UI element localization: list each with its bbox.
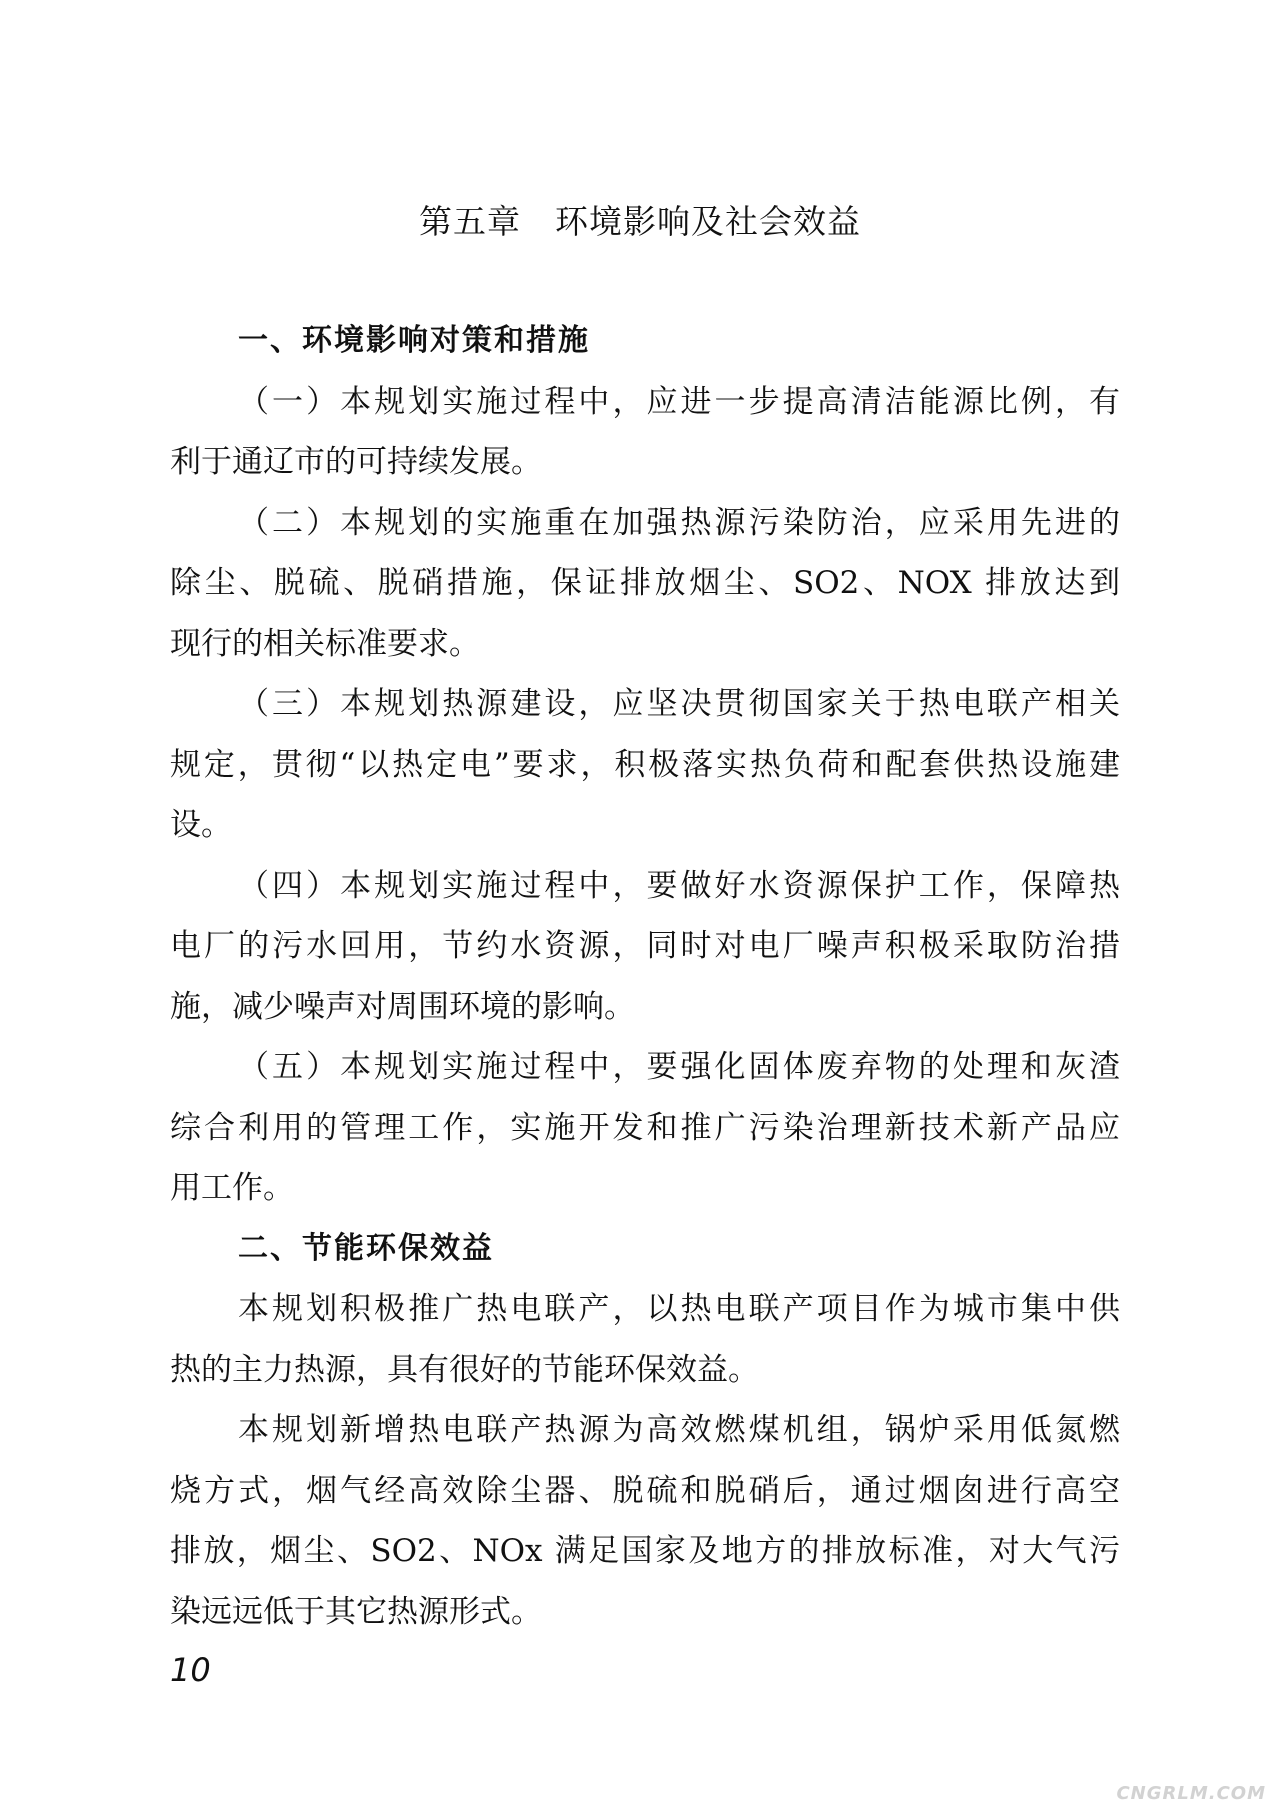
page-number: 10: [170, 1651, 211, 1689]
chapter-title: 第五章 环境影响及社会效益: [419, 202, 861, 241]
paragraph-line: （五）本规划实施过程中，要强化固体废弃物的处理和灰渣: [238, 1049, 1120, 1085]
watermark: CNGRLM.COM: [1116, 1783, 1266, 1804]
paragraph-line: 除尘、脱硫、脱硝措施，保证排放烟尘、SO2、NOX 排放达到: [170, 565, 1120, 601]
paragraph-line: （四）本规划实施过程中，要做好水资源保护工作，保障热: [238, 867, 1120, 904]
section-heading: 一、环境影响对策和措施: [238, 323, 590, 358]
paragraph-line: 染远远低于其它热源形式。: [170, 1593, 542, 1630]
paragraph-line: 本规划积极推广热电联产，以热电联产项目作为城市集中供: [238, 1291, 1120, 1327]
paragraph-line: 用工作。: [170, 1170, 294, 1206]
body-text: [170, 311, 1120, 1642]
paragraph-line: （三）本规划热源建设，应坚决贯彻国家关于热电联产相关: [238, 686, 1120, 722]
paragraph-line: 设。: [170, 807, 232, 843]
paragraph-line: 热的主力热源，具有很好的节能环保效益。: [170, 1351, 759, 1388]
paragraph-line: 现行的相关标准要求。: [170, 625, 480, 662]
paragraph-line: （二）本规划的实施重在加强热源污染防治，应采用先进的: [238, 504, 1120, 541]
section-heading: 二、节能环保效益: [238, 1230, 494, 1266]
paragraph-line: 利于通辽市的可持续发展。: [170, 444, 542, 480]
paragraph-line: 综合利用的管理工作，实施开发和推广污染治理新技术新产品应: [170, 1109, 1120, 1146]
paragraph-line: 施，减少噪声对周围环境的影响。: [170, 988, 635, 1025]
paragraph-line: （一）本规划实施过程中，应进一步提高清洁能源比例，有: [238, 383, 1120, 420]
paragraph-line: 电厂的污水回用，节约水资源，同时对电厂噪声积极采取防治措: [170, 928, 1120, 964]
paragraph-line: 本规划新增热电联产热源为高效燃煤机组，锅炉采用低氮燃: [238, 1412, 1120, 1448]
paragraph-line: 烧方式，烟气经高效除尘器、脱硫和脱硝后，通过烟囱进行高空: [170, 1472, 1120, 1509]
paragraph-line: 排放，烟尘、SO2、NOx 满足国家及地方的排放标准，对大气污: [170, 1533, 1120, 1569]
paragraph-line: 规定，贯彻“以热定电”要求，积极落实热负荷和配套供热设施建: [170, 746, 1120, 783]
